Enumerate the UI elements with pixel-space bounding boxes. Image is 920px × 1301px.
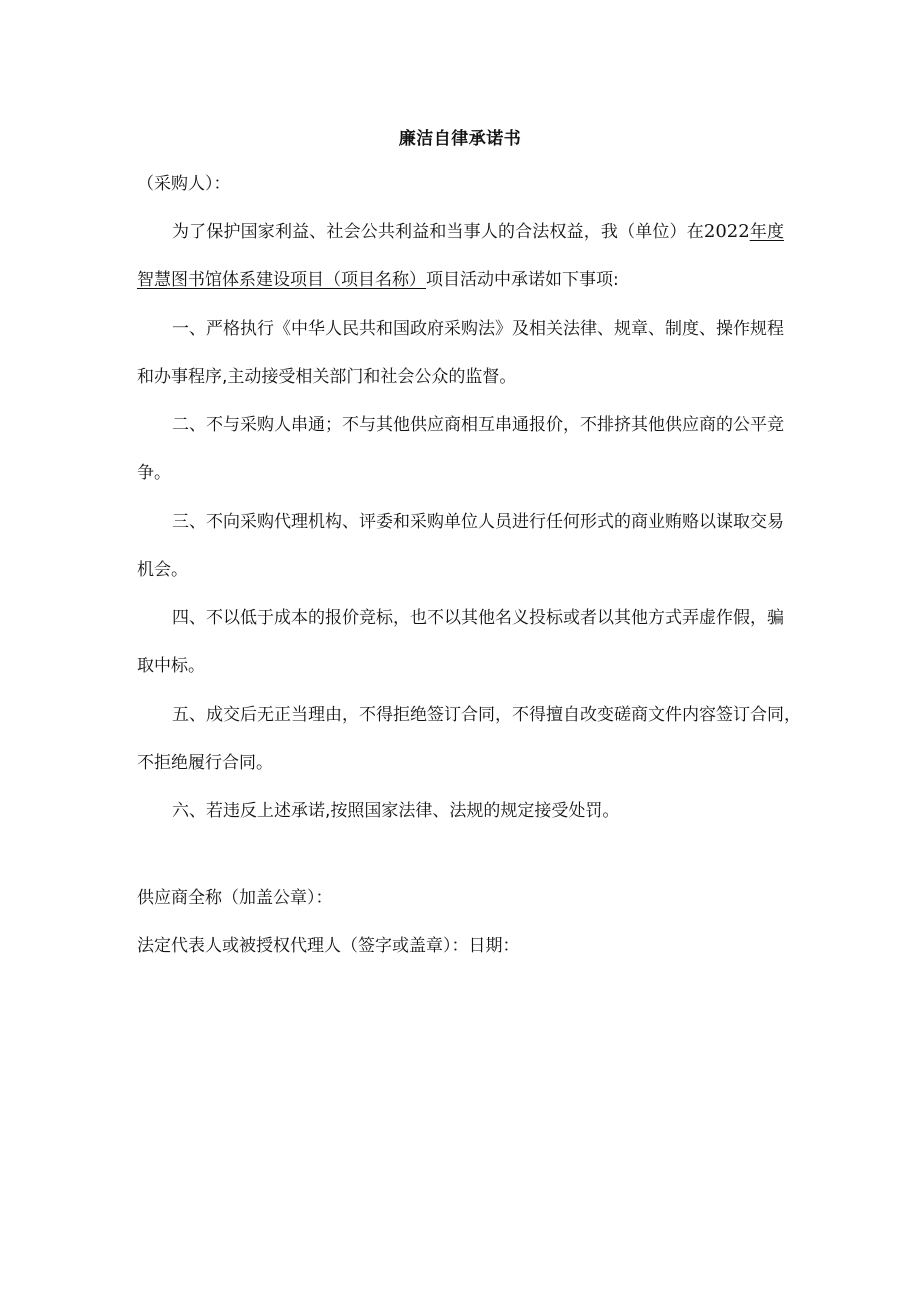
item-3-line-1: 三、不向采购代理机构、评委和采购单位人员进行任何形式的商业贿赂以谋取交易 [172,512,784,532]
item-2-line-1: 二、不与采购人串通；不与其他供应商相互串通报价，不排挤其他供应商的公平竞 [172,415,784,435]
intro-rest: 项目活动中承诺如下事项: [426,270,619,290]
addressee-line: （采购人）： [137,174,231,194]
item-2-line-2: 争。 [137,463,171,483]
intro-line-2 [137,268,619,292]
item-1-line-1: 一、严格执行《中华人民共和国政府采购法》及相关法律、规章、制度、操作规程 [172,319,784,339]
item-5-line-2: 不拒绝履行合同。 [137,753,273,773]
item-3-line-2: 机会。 [137,560,188,580]
intro-text: 为了保护国家利益、社会公共利益和当事人的合法权益，我（单位）在 [172,222,704,242]
item-6-line-1: 六、若违反上述承诺,按照国家法律、法规的规定接受处罚。 [172,801,620,821]
intro-year: 2022 [703,221,750,242]
intro-line-1 [172,220,784,244]
item-4-line-1: 四、不以低于成本的报价竞标，也不以其他名义投标或者以其他方式弄虚作假，骗 [172,608,784,628]
project-name: 智慧图书馆体系建设项目（项目名称） [137,270,426,290]
intro-year-suffix: 年度 [749,222,785,242]
representative-signature-label: 法定代表人或被授权代理人（签字或盖章）：日期： [137,936,520,956]
item-4-line-2: 取中标。 [137,656,205,676]
item-5-line-1: 五、成交后无正当理由，不得拒绝签订合同，不得擅自改变磋商文件内容签订合同， [172,705,801,725]
supplier-name-label: 供应商全称（加盖公章）： [137,888,333,908]
document-title: 廉洁自律承诺书 [398,129,522,149]
item-1-line-2: 和办事程序,主动接受相关部门和社会公众的监督。 [137,367,517,387]
